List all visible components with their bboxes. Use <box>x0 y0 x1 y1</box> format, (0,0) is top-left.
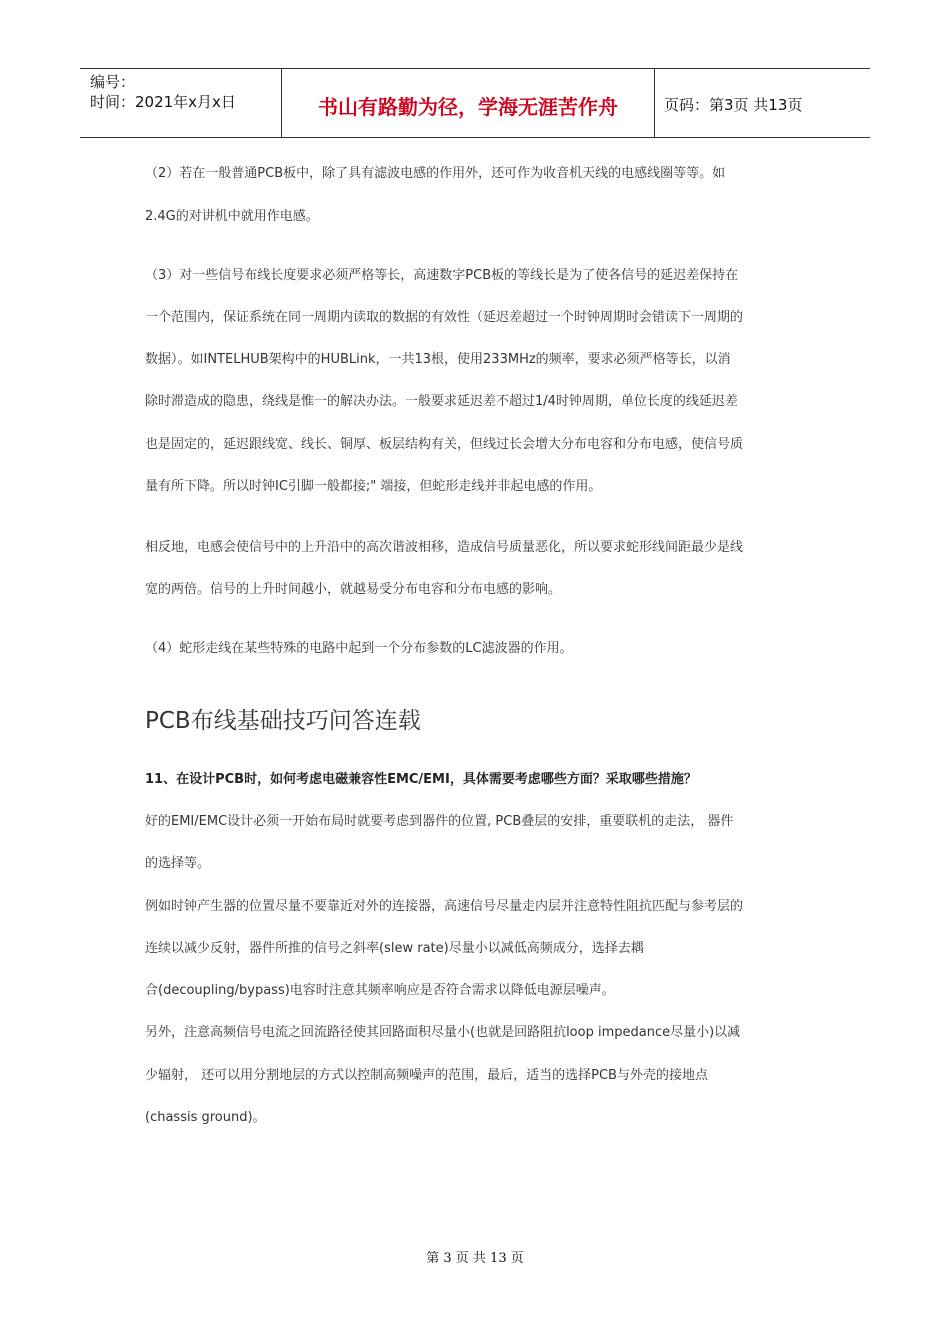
answer-line: 好的EMI/EMC设计必须一开始布局时就要考虑到器件的位置, PCB叠层的安排，重要联机的走法， 器件 <box>145 814 734 829</box>
header-motto-cell <box>281 69 655 137</box>
paragraph-line: 除时滞造成的隐患，绕线是惟一的解决办法。一般要求延迟差不超过1/4时钟周期，单位长度的线延迟差 <box>145 394 738 409</box>
paragraph-line: 相反地，电感会使信号中的上升沿中的高次谐波相移，造成信号质量恶化，所以要求蛇形线间距最少是线 <box>145 540 744 555</box>
answer-line: 例如时钟产生器的位置尽量不要靠近对外的连接器，高速信号尽量走内层并注意特性阻抗匹配与参考层的 <box>145 899 744 914</box>
paragraph-line: 也是固定的，延迟跟线宽、线长、铜厚、板层结构有关，但线过长会增大分布电容和分布电感，使信号质 <box>145 437 744 452</box>
paragraph-line: （4）蛇形走线在某些特殊的电路中起到一个分布参数的LC滤波器的作用。 <box>145 641 573 656</box>
answer-line: 少辐射， 还可以用分割地层的方式以控制高频噪声的范围，最后，适当的选择PCB与外壳的接地点 <box>145 1068 708 1083</box>
paragraph-line: （2）若在一般普通PCB板中，除了具有滤波电感的作用外，还可作为收音机天线的电感线圈等等。如 <box>145 166 726 181</box>
page-footer: 第 3 页 共 13 页 <box>426 1251 524 1266</box>
document-number-label: 编号： <box>90 73 136 91</box>
header-meta-cell <box>80 69 281 137</box>
page-header <box>80 68 870 138</box>
document-time-label: 时间：2021年x月x日 <box>90 93 236 111</box>
paragraph-line: 2.4G的对讲机中就用作电感。 <box>145 209 319 224</box>
section-title: PCB布线基础技巧问答连载 <box>145 708 421 734</box>
header-page-cell <box>654 69 870 137</box>
answer-line: 合(decoupling/bypass)电容时注意其频率响应是否符合需求以降低电源层噪声。 <box>145 983 615 998</box>
paragraph-line: （3）对一些信号布线长度要求必须严格等长，高速数字PCB板的等线长是为了使各信号的延迟差保持在 <box>145 268 739 283</box>
answer-line: 的选择等。 <box>145 856 211 871</box>
answer-line: (chassis ground)。 <box>145 1110 266 1125</box>
header-motto: 书山有路勤为径，学海无涯苦作舟 <box>318 95 618 119</box>
answer-line: 另外，注意高频信号电流之回流路径使其回路面积尽量小(也就是回路阻抗loop impedance尽量小)以减 <box>145 1025 741 1040</box>
paragraph-line: 宽的两倍。信号的上升时间越小，就越易受分布电容和分布电感的影响。 <box>145 582 562 597</box>
answer-line: 连续以减少反射，器件所推的信号之斜率(slew rate)尽量小以减低高频成分，选择去耦 <box>145 941 644 956</box>
header-page-info: 页码：第3页 共13页 <box>664 96 803 114</box>
paragraph-line: 一个范围内，保证系统在同一周期内读取的数据的有效性（延迟差超过一个时钟周期时会错读下一周期的 <box>145 310 744 325</box>
paragraph-line: 量有所下降。所以时钟IC引脚一般都接;" 端接，但蛇形走线并非起电感的作用。 <box>145 479 602 494</box>
paragraph-line: 数据）。如INTELHUB架构中的HUBLink，一共13根，使用233MHz的频率，要求必须严格等长，以消 <box>145 352 731 367</box>
question-heading: 11、在设计PCB时，如何考虑电磁兼容性EMC/EMI，具体需要考虑哪些方面？采取哪些措施？ <box>145 772 697 787</box>
